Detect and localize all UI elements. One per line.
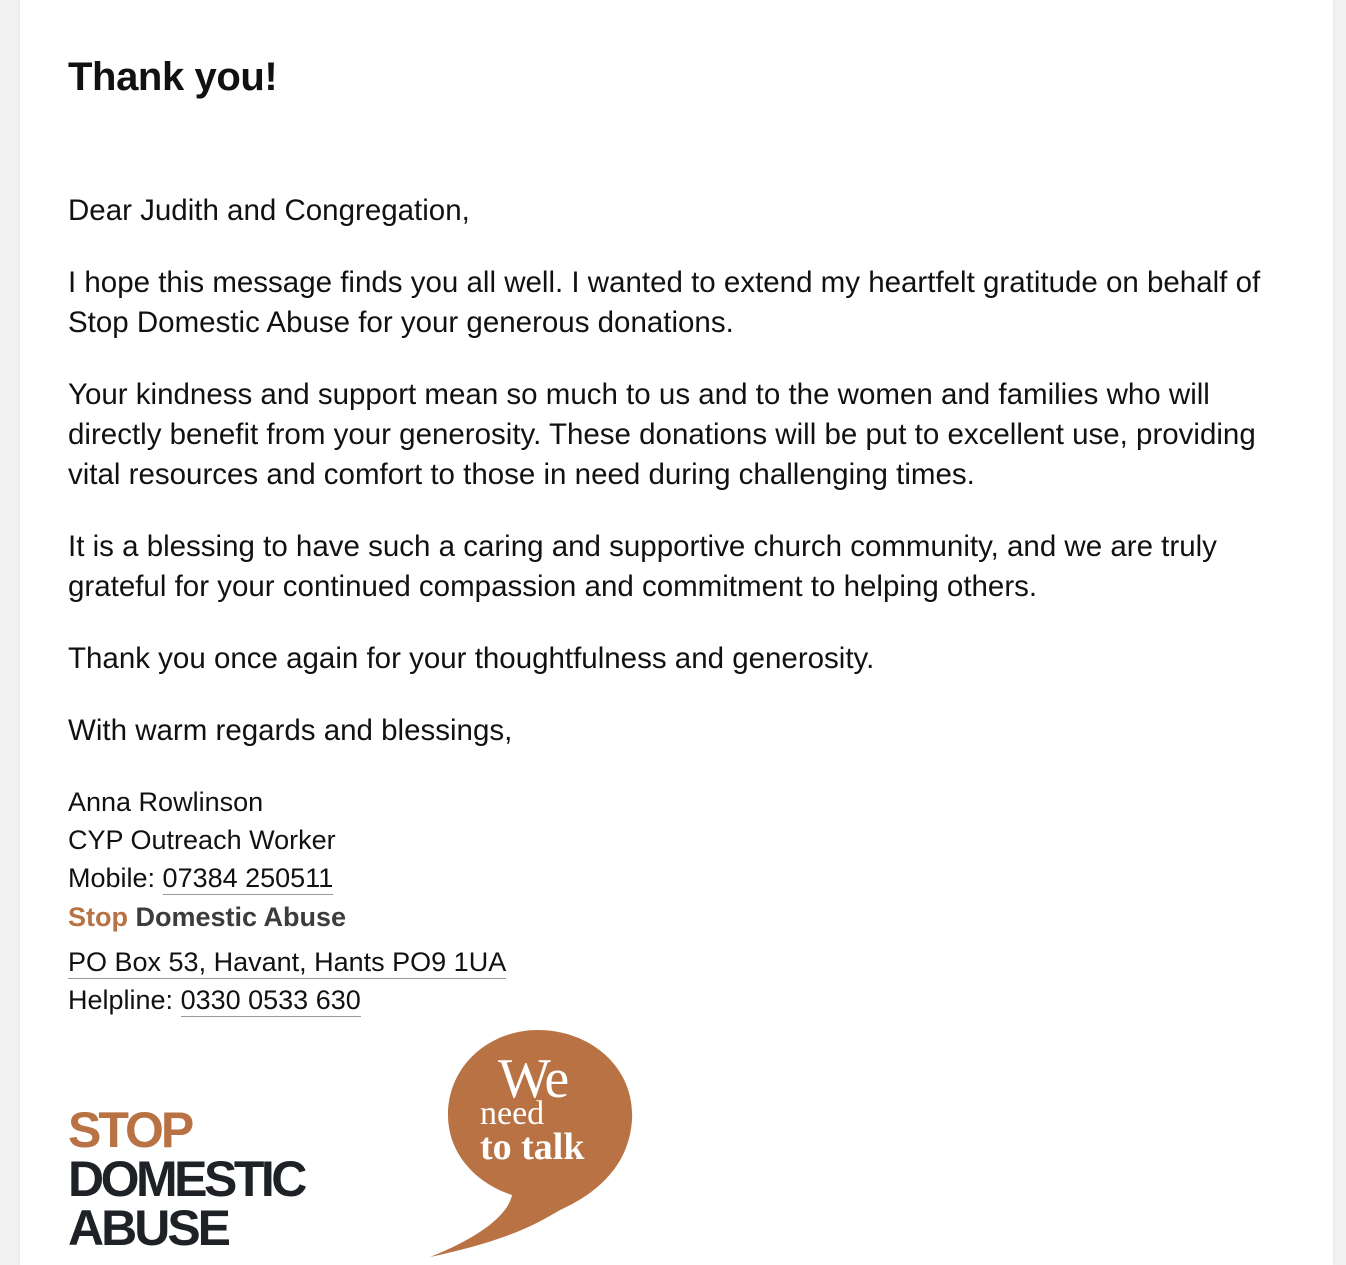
stop-domestic-abuse-logo bbox=[68, 1100, 348, 1250]
mobile-number-link[interactable]: 07384 250511 bbox=[162, 863, 334, 893]
signature-helpline bbox=[68, 981, 361, 1019]
org-name-stop: Stop bbox=[68, 902, 128, 932]
signature-role: CYP Outreach Worker bbox=[68, 825, 336, 855]
body-paragraph: It is a blessing to have such a caring and supportive church community, and we are truly grateful for your continued compassion and commitment to helping others. bbox=[68, 530, 1217, 603]
body-paragraph: Thank you once again for your thoughtfulness and generosity. bbox=[68, 642, 875, 675]
signature-name: Anna Rowlinson bbox=[68, 787, 264, 817]
bubble-need-text: need bbox=[480, 1095, 545, 1132]
mobile-label: Mobile: bbox=[68, 863, 163, 893]
sign-off: With warm regards and blessings, bbox=[68, 714, 513, 747]
signature-org-name bbox=[68, 898, 346, 936]
logo-domestic-text: DOMESTIC bbox=[68, 1151, 304, 1207]
logo-stop-text: STOP bbox=[68, 1102, 192, 1158]
greeting: Dear Judith and Congregation, bbox=[68, 194, 470, 227]
signature-mobile bbox=[68, 859, 333, 897]
address-link[interactable]: PO Box 53, Havant, Hants PO9 1UA bbox=[68, 947, 507, 977]
bubble-to-talk-text: to talk bbox=[480, 1126, 585, 1168]
email-card bbox=[20, 0, 1333, 1265]
bubble-we-text: We bbox=[498, 1048, 568, 1110]
org-name-rest: Domestic Abuse bbox=[128, 902, 347, 932]
body-paragraph: I hope this message finds you all well. I wanted to extend my heartfelt gratitude on behalf of Stop Domestic Abuse for your generous donations. bbox=[68, 266, 1261, 339]
logo-abuse-text: ABUSE bbox=[68, 1200, 229, 1250]
helpline-label: Helpline: bbox=[68, 985, 181, 1015]
we-need-to-talk-logo bbox=[420, 1025, 640, 1265]
signature-address bbox=[68, 943, 506, 981]
helpline-number-link[interactable]: 0330 0533 630 bbox=[180, 985, 361, 1015]
body-paragraph: Your kindness and support mean so much to us and to the women and families who will directly benefit from your generosity. These donations will be put to excellent use, providing vital resources and comfort to those in need during challenging times. bbox=[68, 378, 1256, 491]
email-title: Thank you! bbox=[68, 55, 278, 99]
